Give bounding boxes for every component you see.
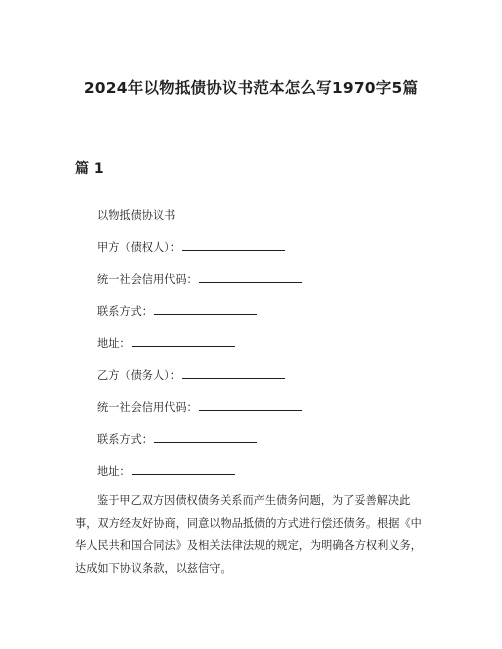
party-b-contact-line <box>97 431 257 449</box>
party-b-name-line <box>97 367 285 385</box>
party-b-contact-label: 联系方式： <box>97 433 153 446</box>
preamble-line: 事，双方经友好协商，同意以物品抵债的方式进行偿还债务。根据《中 <box>75 516 422 530</box>
party-a-contact-blank <box>154 303 257 315</box>
party-a-name-line <box>97 239 285 257</box>
party-a-credit-code-line <box>97 271 302 289</box>
party-b-address-line <box>97 463 235 481</box>
party-b-name-label: 乙方（债务人）： <box>97 369 181 382</box>
preamble-line <box>75 490 435 513</box>
party-b-address-blank <box>132 463 235 475</box>
party-a-name-label: 甲方（债权人）： <box>97 241 181 254</box>
party-a-credit-code-label: 统一社会信用代码： <box>97 273 198 286</box>
party-a-contact-line <box>97 303 257 321</box>
party-a-name-blank <box>182 239 285 251</box>
preamble-line: 华人民共和国合同法》及相关法律法规的规定，为明确各方权利义务， <box>75 539 422 553</box>
party-a-address-line <box>97 335 235 353</box>
party-b-credit-code-line <box>97 399 302 417</box>
preamble-text: 鉴于甲乙双方因债权债务关系而产生债务问题，为了妥善解决此 <box>97 494 411 507</box>
preamble-paragraph <box>75 490 435 581</box>
party-b-address-label: 地址： <box>97 465 131 478</box>
party-b-credit-code-blank <box>199 399 302 411</box>
party-a-credit-code-blank <box>199 271 302 283</box>
section-heading: 篇 1 <box>75 161 104 177</box>
preamble-line: 达成如下协议条款，以兹信守。 <box>75 562 232 576</box>
party-b-contact-blank <box>154 431 257 443</box>
agreement-title: 以物抵债协议书 <box>97 209 176 222</box>
party-a-address-label: 地址： <box>97 337 131 350</box>
party-a-contact-label: 联系方式： <box>97 305 153 318</box>
party-b-credit-code-label: 统一社会信用代码： <box>97 401 198 414</box>
party-a-address-blank <box>132 335 235 347</box>
party-b-name-blank <box>182 367 285 379</box>
document-title: 2024年以物抵债协议书范本怎么写1970字5篇 <box>83 79 419 97</box>
